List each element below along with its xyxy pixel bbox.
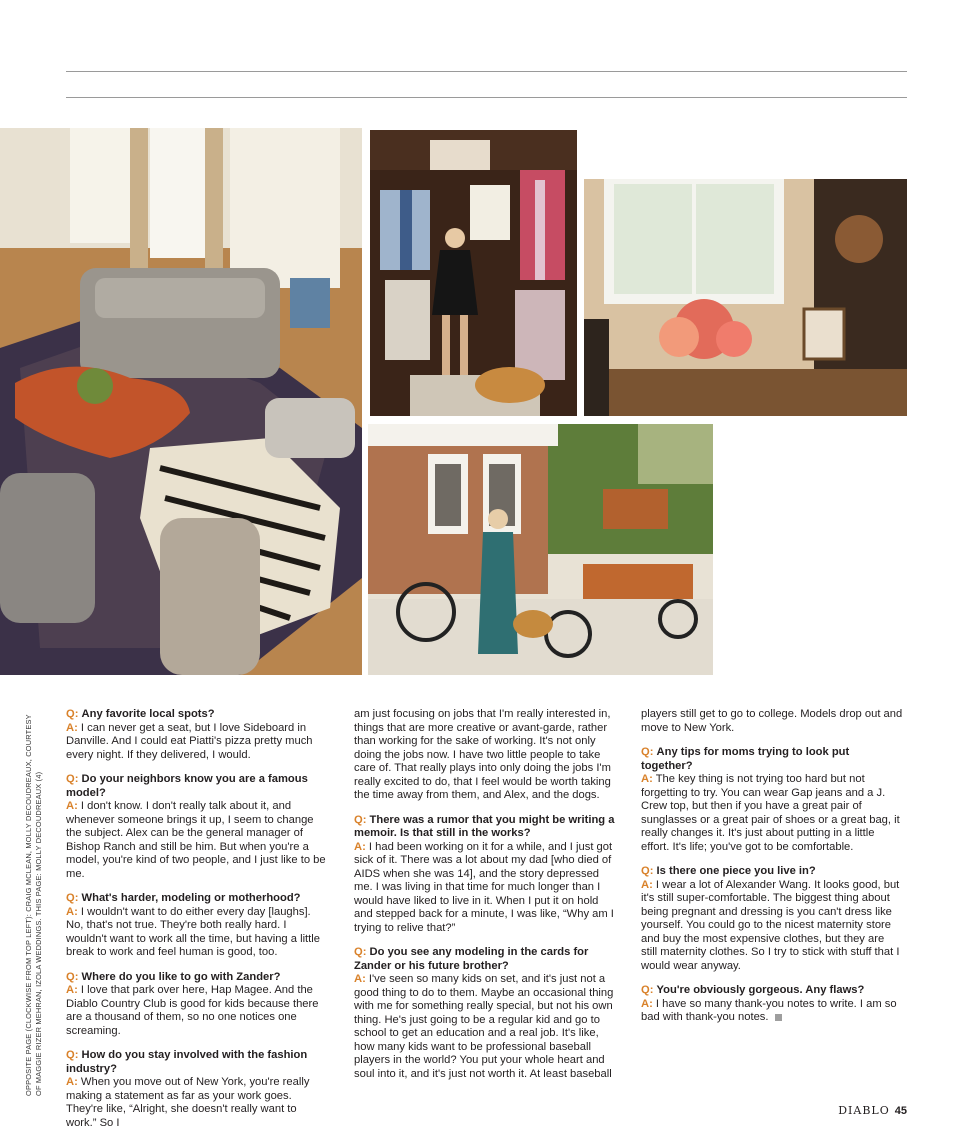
qa-item <box>354 814 616 936</box>
answer-text: players still get to go to college. Models drop out and move to New York. <box>641 708 903 734</box>
continued-answer <box>641 708 903 735</box>
answer-text: I don't know. I don't really talk about it, and whenever someone brings it up, I seem to change the subject. Alex can be the general manager of Bishop Ranch and still be him. But when you're a model, you're kind of two people, and I just like to be me. <box>66 800 326 880</box>
qa-item <box>354 946 616 1081</box>
question-label: Q: <box>66 773 79 785</box>
question-text: Any tips for moms trying to look put together? <box>641 746 850 772</box>
qa-item <box>66 773 328 881</box>
garden-bikes-photo <box>368 424 713 675</box>
question-text: Do your neighbors know you are a famous model? <box>66 773 308 799</box>
page-footer <box>838 1104 907 1117</box>
answer-text: I wear a lot of Alexander Wang. It looks good, but it's still super-comfortable. The biggest thing about being pregnant and dressing is you can't dress like yourself. You could go to the nicest maternity store and buy the most expensive clothes, but they are still maternity clothes. So I try to stick with stuff that I would wear anyway. <box>641 878 900 972</box>
qa-item <box>66 1049 328 1130</box>
question-text: Any favorite local spots? <box>81 708 215 720</box>
answer-text: I have so many thank-you notes to write. I am so bad with thank-you notes. <box>641 997 897 1023</box>
qa-item <box>641 984 903 1025</box>
top-rule-1 <box>66 71 907 72</box>
answer-label: A: <box>66 984 78 996</box>
question-text: What's harder, modeling or motherhood? <box>81 892 301 904</box>
question-text: Do you see any modeling in the cards for Zander or his future brother? <box>354 946 589 972</box>
question-label: Q: <box>641 984 654 996</box>
question-label: Q: <box>641 865 654 877</box>
vanity-flowers-photo <box>584 179 907 416</box>
question-label: Q: <box>641 746 654 758</box>
continued-answer <box>354 708 616 803</box>
question-text: Is there one piece you live in? <box>656 865 816 877</box>
question-label: Q: <box>66 970 79 983</box>
qa-item <box>66 971 328 1039</box>
question-text: There was a rumor that you might be writing a memoir. Is that still in the works? <box>354 813 615 839</box>
question-label: Q: <box>66 708 79 720</box>
answer-label: A: <box>66 905 78 918</box>
answer-text: The key thing is not trying too hard but not forgetting to try. You can wear Gap jeans and a J. Crew top, but then if you have a great pair of sunglasses or a great pair of shoes or a great bag, it really changes it. It's just about putting in a little effort. It's life; you've got to be comfortable. <box>641 773 900 853</box>
photo-credit: OPPOSITE PAGE (CLOCKWISE FROM TOP LEFT): CRAIG MCLEAN, MOLLY DECOUDREAUX, COURTESY OF MAGGIE RIZER MEHRAN, IZOLA WEDDINGS. THIS PAGE: MOLLY DECOUDREAUX (4) <box>24 714 43 1096</box>
answer-label: A: <box>641 997 653 1010</box>
column-3 <box>641 708 903 1036</box>
qa-item <box>66 892 328 960</box>
answer-label: A: <box>66 1076 78 1088</box>
question-label: Q: <box>354 946 367 958</box>
answer-text: I can never get a seat, but I love Sideboard in Danville. And I could eat Piatti's pizza pretty much every night. If they delivered, I would. <box>66 721 313 761</box>
answer-label: A: <box>641 773 653 785</box>
qa-item <box>66 708 328 762</box>
answer-text: I wouldn't want to do either every day [laughs]. No, that's not true. They're both really hard. I wouldn't want to work all the time, but having a little break to work and feel human is good, too. <box>66 905 320 958</box>
answer-text: When you move out of New York, you're really making a statement as far as your work goes. They're like, “Alright, she doesn't really want to work.” So I <box>66 1076 310 1129</box>
answer-text: I've seen so many kids on set, and it's just not a good thing to do to them. Maybe an occasional thing with me for something really special, but not his own thing. He's just going to be a regular kid and go to school to get an education and a real job. It's like, how many kids want to be professional baseball players in the world? You put your whole heart and soul into it, and it's just not worth it. At least baseball <box>354 973 614 1080</box>
answer-label: A: <box>641 878 653 891</box>
closet-photo <box>370 130 577 416</box>
qa-item <box>641 865 903 973</box>
question-label: Q: <box>354 813 367 826</box>
answer-label: A: <box>66 721 78 734</box>
column-2 <box>354 708 616 1092</box>
question-label: Q: <box>66 1049 79 1061</box>
question-text: How do you stay involved with the fashion industry? <box>66 1049 308 1075</box>
question-text: Where do you like to go with Zander? <box>81 970 281 983</box>
end-mark <box>775 1014 782 1021</box>
answer-text: I love that park over here, Hap Magee. And the Diablo Country Club is good for kids because there are a thousand of them, so no one notices one screaming. <box>66 984 319 1037</box>
question-text: You're obviously gorgeous. Any flaws? <box>656 984 865 996</box>
answer-label: A: <box>66 800 78 812</box>
living-room-photo <box>0 128 362 675</box>
answer-text: I had been working on it for a while, and I just got sick of it. There was a lot about my dad [who died of AIDS when she was 14], and the story depressed me. I was living in that time for much longer than I would have liked to live in it. When I put it on hold and stepped back for a minute, I was like, “Why am I trying to relive that?” <box>354 840 614 934</box>
column-1 <box>66 708 328 1141</box>
question-label: Q: <box>66 892 79 904</box>
page-number: 45 <box>894 1105 907 1117</box>
top-rule-2 <box>66 97 907 98</box>
magazine-name: DIABLO <box>838 1104 890 1117</box>
answer-label: A: <box>354 973 366 985</box>
qa-item <box>641 746 903 854</box>
answer-label: A: <box>354 840 366 853</box>
answer-text: am just focusing on jobs that I'm really interested in, things that are more creative or avant-garde, rather than working for the sake of working. It's not only doing the jobs now. I have two little people to take care of. That really plays into only doing the jobs I'm really excited to do, that I feel would be worth taking the time away from them, and Alex, and the dogs. <box>354 708 611 801</box>
